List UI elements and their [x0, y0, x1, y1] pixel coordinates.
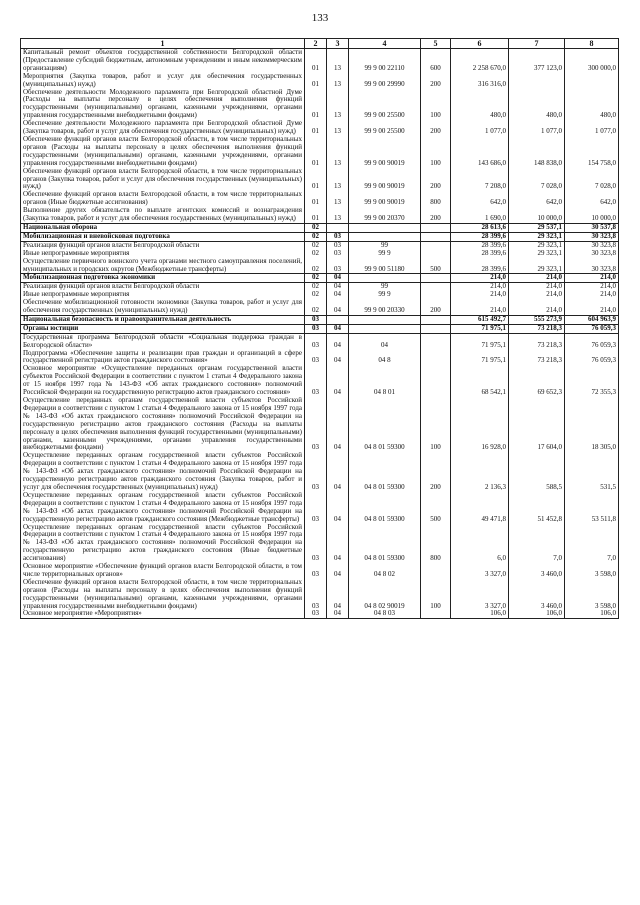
cell-year-2: 29 323,1	[509, 241, 565, 249]
cell-section: 01	[305, 49, 327, 73]
cell-year-3: 604 963,9	[565, 315, 619, 324]
cell-target-article: 99 9 00 25500	[349, 89, 421, 121]
cell-target-article: 04 8 01 59300	[349, 492, 421, 524]
cell-year-1: 1 690,0	[451, 207, 509, 223]
cell-section: 02	[305, 258, 327, 274]
cell-subsection: 03	[327, 258, 349, 274]
budget-table	[20, 38, 619, 619]
cell-year-3: 76 059,3	[565, 350, 619, 366]
cell-year-2: 29 323,1	[509, 250, 565, 258]
cell-year-1: 28 399,6	[451, 250, 509, 258]
cell-name: Обеспечение функций органов власти Белгородской области, в том числе территориальных органов (Расходы на выплаты персоналу в целях обеспечения выполнения функций государственными (муниципальными) органами, казенными учреждениями, органами управления государственными внебюджетными фондами)	[21, 579, 305, 611]
cell-subsection: 13	[327, 168, 349, 192]
cell-year-3: 30 323,8	[565, 241, 619, 249]
cell-expense-type	[421, 241, 451, 249]
cell-section: 02	[305, 283, 327, 291]
table-row	[21, 324, 619, 333]
cell-subsection: 13	[327, 89, 349, 121]
cell-section: 03	[305, 324, 327, 333]
cell-target-article	[349, 324, 421, 333]
cell-expense-type	[421, 563, 451, 579]
cell-section: 01	[305, 89, 327, 121]
cell-name: Осуществление переданных органам государственной власти субъектов Российской Федерации в соответствии с пунктом 1 статьи 4 Федерального закона от 15 ноября 1997 года № 143-ФЗ «Об актах гражданского состояния» полномочий Российской Федерации на государственную регистрацию актов гражданского состояния (Закупка товаров, работ и услуг для обеспечения государственных (муниципальных) нужд)	[21, 452, 305, 492]
cell-year-3: 3 598,0	[565, 579, 619, 611]
table-row	[21, 49, 619, 73]
cell-year-3: 300 000,0	[565, 49, 619, 73]
table-row	[21, 73, 619, 89]
cell-subsection: 13	[327, 120, 349, 136]
cell-expense-type: 200	[421, 73, 451, 89]
cell-year-1: 143 686,0	[451, 136, 509, 168]
cell-year-1: 106,0	[451, 610, 509, 618]
cell-year-2: 214,0	[509, 291, 565, 299]
table-row	[21, 168, 619, 192]
cell-year-1: 214,0	[451, 283, 509, 291]
cell-expense-type: 200	[421, 120, 451, 136]
table-row	[21, 258, 619, 274]
cell-expense-type: 200	[421, 168, 451, 192]
cell-expense-type	[421, 324, 451, 333]
cell-name: Иные непрограммные мероприятия	[21, 250, 305, 258]
cell-year-3: 30 323,8	[565, 250, 619, 258]
cell-target-article: 99 9 00 90019	[349, 191, 421, 207]
cell-target-article: 04 8 03	[349, 610, 421, 618]
cell-subsection: 13	[327, 207, 349, 223]
cell-year-2: 10 000,0	[509, 207, 565, 223]
cell-subsection: 04	[327, 610, 349, 618]
cell-year-3: 53 511,8	[565, 492, 619, 524]
cell-subsection: 04	[327, 397, 349, 452]
cell-year-1: 3 327,0	[451, 579, 509, 611]
cell-name: Основное мероприятие «Мероприятия»	[21, 610, 305, 618]
cell-year-2: 106,0	[509, 610, 565, 618]
table-row	[21, 299, 619, 315]
cell-year-1: 642,0	[451, 191, 509, 207]
cell-target-article	[349, 315, 421, 324]
cell-name: Основное мероприятие «Осуществление переданных органам государственной власти субъектов Российской Федерации в соответствии с пунктом 1 статьи 4 Федерального закона от 15 ноября 1997 года № 143-ФЗ «Об актах гражданского состояния» полномочий Российской Федерации на государственную регистрацию актов гражданского состояния»	[21, 365, 305, 397]
cell-target-article: 99 9 00 20330	[349, 299, 421, 315]
cell-year-2: 3 460,0	[509, 563, 565, 579]
cell-target-article	[349, 232, 421, 241]
cell-year-3: 214,0	[565, 274, 619, 283]
cell-section: 02	[305, 291, 327, 299]
cell-section: 01	[305, 168, 327, 192]
cell-name: Капитальный ремонт объектов государственной собственности Белгородской области (Предоставление субсидий бюджетным, автономным учреждениям и иным некоммерческим организациям)	[21, 49, 305, 73]
header-col-year-2: 7	[509, 39, 565, 49]
cell-year-3: 480,0	[565, 89, 619, 121]
cell-year-3: 214,0	[565, 299, 619, 315]
cell-target-article: 99	[349, 283, 421, 291]
table-header-row	[21, 39, 619, 49]
cell-year-3: 154 758,0	[565, 136, 619, 168]
cell-year-2: 17 604,0	[509, 397, 565, 452]
cell-name: Государственная программа Белгородской области «Социальная поддержка граждан в Белгородской области»	[21, 333, 305, 349]
table-row	[21, 315, 619, 324]
table-row	[21, 333, 619, 349]
cell-year-1: 28 613,6	[451, 223, 509, 232]
cell-year-3: 10 000,0	[565, 207, 619, 223]
cell-subsection	[327, 315, 349, 324]
cell-subsection: 03	[327, 250, 349, 258]
table-row	[21, 452, 619, 492]
cell-subsection: 13	[327, 136, 349, 168]
cell-year-2: 3 460,0	[509, 579, 565, 611]
cell-year-1: 28 399,6	[451, 258, 509, 274]
cell-year-1: 16 928,0	[451, 397, 509, 452]
cell-expense-type: 100	[421, 579, 451, 611]
header-col-expense-type: 5	[421, 39, 451, 49]
cell-section: 02	[305, 241, 327, 249]
cell-year-2: 377 123,0	[509, 49, 565, 73]
cell-year-3: 7 028,0	[565, 168, 619, 192]
cell-target-article: 04 8 02 90019	[349, 579, 421, 611]
cell-target-article: 04	[349, 333, 421, 349]
cell-expense-type	[421, 365, 451, 397]
cell-target-article: 99 9 00 29990	[349, 73, 421, 89]
cell-year-3: 72 355,3	[565, 365, 619, 397]
table-body	[21, 49, 619, 619]
cell-expense-type: 100	[421, 89, 451, 121]
cell-target-article: 04 8 01 59300	[349, 524, 421, 564]
cell-year-1: 1 077,0	[451, 120, 509, 136]
cell-year-1: 316 316,0	[451, 73, 509, 89]
cell-section: 03	[305, 610, 327, 618]
cell-name: Органы юстиции	[21, 324, 305, 333]
cell-target-article: 99 9 00 90019	[349, 168, 421, 192]
cell-name: Осуществление переданных органам государственной власти субъектов Российской Федерации в соответствии с пунктом 1 статьи 4 Федерального закона от 15 ноября 1997 года № 143-ФЗ «Об актах гражданского состояния» полномочий Российской Федерации на государственную регистрацию актов гражданского состояния (Иные бюджетные ассигнования)	[21, 524, 305, 564]
cell-subsection: 03	[327, 241, 349, 249]
cell-year-2: 555 273,9	[509, 315, 565, 324]
cell-year-2: 69 652,3	[509, 365, 565, 397]
cell-year-1: 3 327,0	[451, 563, 509, 579]
cell-year-2: 480,0	[509, 89, 565, 121]
cell-section: 03	[305, 492, 327, 524]
cell-year-3: 214,0	[565, 283, 619, 291]
cell-expense-type	[421, 274, 451, 283]
cell-expense-type: 800	[421, 524, 451, 564]
cell-name: Выполнение других обязательств по выплате агентских комиссий и вознаграждения (Закупка товаров, работ и услуг для обеспечения государственных (муниципальных) нужд)	[21, 207, 305, 223]
cell-section: 02	[305, 274, 327, 283]
cell-year-1: 28 399,6	[451, 241, 509, 249]
cell-name: Реализация функций органов власти Белгородской области	[21, 283, 305, 291]
cell-year-1: 2 258 670,0	[451, 49, 509, 73]
cell-year-3: 3 598,0	[565, 563, 619, 579]
cell-year-3: 76 059,3	[565, 324, 619, 333]
cell-year-2: 214,0	[509, 299, 565, 315]
cell-subsection: 04	[327, 324, 349, 333]
cell-subsection: 04	[327, 492, 349, 524]
cell-year-3: 642,0	[565, 191, 619, 207]
cell-name: Реализация функций органов власти Белгородской области	[21, 241, 305, 249]
cell-year-2: 29 537,1	[509, 223, 565, 232]
cell-section: 03	[305, 563, 327, 579]
cell-year-1: 7 208,0	[451, 168, 509, 192]
cell-section: 03	[305, 524, 327, 564]
cell-year-1: 68 542,1	[451, 365, 509, 397]
cell-year-3: 30 323,8	[565, 232, 619, 241]
cell-year-3: 106,0	[565, 610, 619, 618]
cell-target-article: 99 9 00 25500	[349, 120, 421, 136]
cell-year-1: 71 975,1	[451, 350, 509, 366]
cell-year-2: 51 452,8	[509, 492, 565, 524]
cell-name: Обеспечение функций органов власти Белгородской области, в том числе территориальных органов (Закупка товаров, работ и услуг для обеспечения государственных (муниципальных) нужд)	[21, 168, 305, 192]
cell-year-2: 588,5	[509, 452, 565, 492]
table-row	[21, 492, 619, 524]
cell-name: Осуществление переданных органам государственной власти субъектов Российской Федерации в соответствии с пунктом 1 статьи 4 Федерального закона от 15 ноября 1997 года № 143-ФЗ «Об актах гражданского состояния» полномочий Российской Федерации на государственную регистрацию актов гражданского состояния (Межбюджетные трансферты)	[21, 492, 305, 524]
table-row	[21, 397, 619, 452]
cell-name: Обеспечение функций органов власти Белгородской области, в том числе территориальных органов (Расходы на выплаты персоналу в целях обеспечения выполнения функций государственными (муниципальными) органами, казенными учреждениями, органами управления государственными внебюджетными фондами)	[21, 136, 305, 168]
cell-target-article: 04 8 01 59300	[349, 452, 421, 492]
header-col-year-1: 6	[451, 39, 509, 49]
header-col-section: 2	[305, 39, 327, 49]
cell-target-article: 99 9	[349, 250, 421, 258]
cell-expense-type: 200	[421, 299, 451, 315]
cell-year-1: 49 471,8	[451, 492, 509, 524]
cell-year-1: 71 975,1	[451, 324, 509, 333]
cell-name: Обеспечение мобилизационной готовности экономики (Закупка товаров, работ и услуг для обеспечения государственных (муниципальных) нужд)	[21, 299, 305, 315]
cell-target-article: 04 8 01 59300	[349, 397, 421, 452]
cell-year-1: 214,0	[451, 274, 509, 283]
cell-section: 02	[305, 232, 327, 241]
cell-subsection: 04	[327, 283, 349, 291]
cell-year-2: 214,0	[509, 274, 565, 283]
cell-expense-type	[421, 291, 451, 299]
cell-target-article: 04 8	[349, 350, 421, 366]
cell-year-2: 1 077,0	[509, 120, 565, 136]
cell-target-article: 99 9	[349, 291, 421, 299]
cell-section: 03	[305, 452, 327, 492]
cell-expense-type	[421, 223, 451, 232]
cell-year-1: 6,0	[451, 524, 509, 564]
cell-expense-type	[421, 350, 451, 366]
cell-year-1: 28 399,6	[451, 232, 509, 241]
cell-expense-type	[421, 333, 451, 349]
cell-year-2: 148 838,0	[509, 136, 565, 168]
cell-expense-type: 200	[421, 207, 451, 223]
cell-subsection: 04	[327, 452, 349, 492]
cell-year-2	[509, 73, 565, 89]
table-row	[21, 136, 619, 168]
cell-expense-type: 600	[421, 49, 451, 73]
cell-section: 03	[305, 397, 327, 452]
cell-expense-type: 500	[421, 258, 451, 274]
cell-section: 01	[305, 136, 327, 168]
cell-name: Национальная безопасность и правоохранительная деятельность	[21, 315, 305, 324]
cell-name: Иные непрограммные мероприятия	[21, 291, 305, 299]
cell-expense-type: 100	[421, 397, 451, 452]
cell-section: 02	[305, 250, 327, 258]
cell-year-3: 1 077,0	[565, 120, 619, 136]
cell-expense-type: 100	[421, 136, 451, 168]
cell-expense-type	[421, 610, 451, 618]
cell-target-article: 99 9 00 51180	[349, 258, 421, 274]
table-row	[21, 207, 619, 223]
cell-subsection: 04	[327, 333, 349, 349]
cell-subsection: 04	[327, 299, 349, 315]
cell-subsection: 04	[327, 563, 349, 579]
cell-year-1: 2 136,3	[451, 452, 509, 492]
cell-subsection: 04	[327, 291, 349, 299]
header-col-subsection: 3	[327, 39, 349, 49]
table-row	[21, 350, 619, 366]
cell-year-3: 214,0	[565, 291, 619, 299]
cell-year-2: 73 218,3	[509, 333, 565, 349]
cell-year-2: 7 028,0	[509, 168, 565, 192]
table-row	[21, 232, 619, 241]
cell-name: Мобилизационная и вневойсковая подготовка	[21, 232, 305, 241]
header-col-target-article: 4	[349, 39, 421, 49]
cell-expense-type	[421, 315, 451, 324]
cell-year-3: 531,5	[565, 452, 619, 492]
cell-subsection: 04	[327, 274, 349, 283]
cell-year-2: 73 218,3	[509, 350, 565, 366]
cell-year-2: 7,0	[509, 524, 565, 564]
cell-year-3: 18 305,0	[565, 397, 619, 452]
cell-year-1: 214,0	[451, 299, 509, 315]
cell-section: 03	[305, 350, 327, 366]
cell-target-article: 04 8 02	[349, 563, 421, 579]
cell-expense-type: 500	[421, 492, 451, 524]
cell-year-2: 214,0	[509, 283, 565, 291]
cell-subsection: 04	[327, 524, 349, 564]
cell-year-2: 642,0	[509, 191, 565, 207]
cell-name: Подпрограмма «Обеспечение защиты и реализации прав граждан и организаций в сфере государственной регистрации актов гражданского состояния»	[21, 350, 305, 366]
cell-subsection: 03	[327, 232, 349, 241]
cell-year-1: 71 975,1	[451, 333, 509, 349]
cell-name: Обеспечение функций органов власти Белгородской области, в том числе территориальных органов (Иные бюджетные ассигнования)	[21, 191, 305, 207]
cell-year-1: 480,0	[451, 89, 509, 121]
cell-subsection: 13	[327, 191, 349, 207]
cell-subsection: 04	[327, 579, 349, 611]
table-row	[21, 563, 619, 579]
cell-year-2: 29 323,1	[509, 232, 565, 241]
cell-section: 03	[305, 365, 327, 397]
cell-year-3: 30 323,8	[565, 258, 619, 274]
cell-section: 01	[305, 191, 327, 207]
page-number: 133	[311, 12, 329, 24]
cell-name: Национальная оборона	[21, 223, 305, 232]
cell-section: 03	[305, 579, 327, 611]
cell-subsection: 04	[327, 350, 349, 366]
cell-subsection: 13	[327, 49, 349, 73]
cell-target-article: 99 9 00 20370	[349, 207, 421, 223]
cell-section: 03	[305, 315, 327, 324]
cell-section: 01	[305, 73, 327, 89]
cell-name: Мобилизационная подготовка экономики	[21, 274, 305, 283]
cell-expense-type	[421, 232, 451, 241]
cell-subsection: 13	[327, 73, 349, 89]
table-row	[21, 524, 619, 564]
table-row	[21, 120, 619, 136]
cell-expense-type: 200	[421, 452, 451, 492]
cell-name: Осуществление первичного воинского учета органами местного самоуправления поселений, муниципальных и городских округов (Межбюджетные трансферты)	[21, 258, 305, 274]
cell-expense-type: 800	[421, 191, 451, 207]
cell-name: Осуществление переданных органам государственной власти субъектов Российской Федерации в соответствии с пунктом 1 статьи 4 Федерального закона от 15 ноября 1997 года № 143-ФЗ «Об актах гражданского состояния» полномочий Российской Федерации на государственную регистрацию актов гражданского состояния (Расходы на выплаты персоналу в целях обеспечения выполнения функций государственными (муниципальными) органами, казенными учреждениями, органами управления государственными внебюджетными фондами)	[21, 397, 305, 452]
cell-year-3	[565, 73, 619, 89]
cell-target-article: 04 8 01	[349, 365, 421, 397]
header-col-name: 1	[21, 39, 305, 49]
header-col-year-3: 8	[565, 39, 619, 49]
cell-year-3: 7,0	[565, 524, 619, 564]
cell-expense-type	[421, 250, 451, 258]
cell-year-3: 76 059,3	[565, 333, 619, 349]
cell-name: Обеспечение деятельности Молодежного парламента при Белгородской областной Думе (Расходы на выплаты персоналу в целях обеспечения выполнения функций государственными (муниципальными) органами, казенными учреждениями, органами управления государственными внебюджетными фондами)	[21, 89, 305, 121]
table-row	[21, 191, 619, 207]
cell-name: Основное мероприятие «Обеспечение функций органов власти Белгородской области, в том числе территориальных органов»	[21, 563, 305, 579]
cell-year-1: 214,0	[451, 291, 509, 299]
cell-section: 03	[305, 333, 327, 349]
cell-year-3: 30 537,8	[565, 223, 619, 232]
table-row	[21, 365, 619, 397]
cell-year-1: 615 492,7	[451, 315, 509, 324]
cell-target-article	[349, 223, 421, 232]
cell-subsection: 04	[327, 365, 349, 397]
cell-year-2: 73 218,3	[509, 324, 565, 333]
cell-section: 02	[305, 299, 327, 315]
cell-name: Мероприятия (Закупка товаров, работ и услуг для обеспечения государственных (муниципальных) нужд)	[21, 73, 305, 89]
cell-target-article: 99 9 00 22110	[349, 49, 421, 73]
cell-expense-type	[421, 283, 451, 291]
cell-name: Обеспечение деятельности Молодежного парламента при Белгородской областной Думе (Закупка товаров, работ и услуг для обеспечения государственных (муниципальных) нужд)	[21, 120, 305, 136]
cell-section: 02	[305, 223, 327, 232]
table-row	[21, 89, 619, 121]
cell-year-2: 29 323,1	[509, 258, 565, 274]
cell-target-article: 99	[349, 241, 421, 249]
table-row	[21, 579, 619, 611]
cell-target-article: 99 9 00 90019	[349, 136, 421, 168]
cell-section: 01	[305, 120, 327, 136]
table-row	[21, 610, 619, 618]
cell-section: 01	[305, 207, 327, 223]
